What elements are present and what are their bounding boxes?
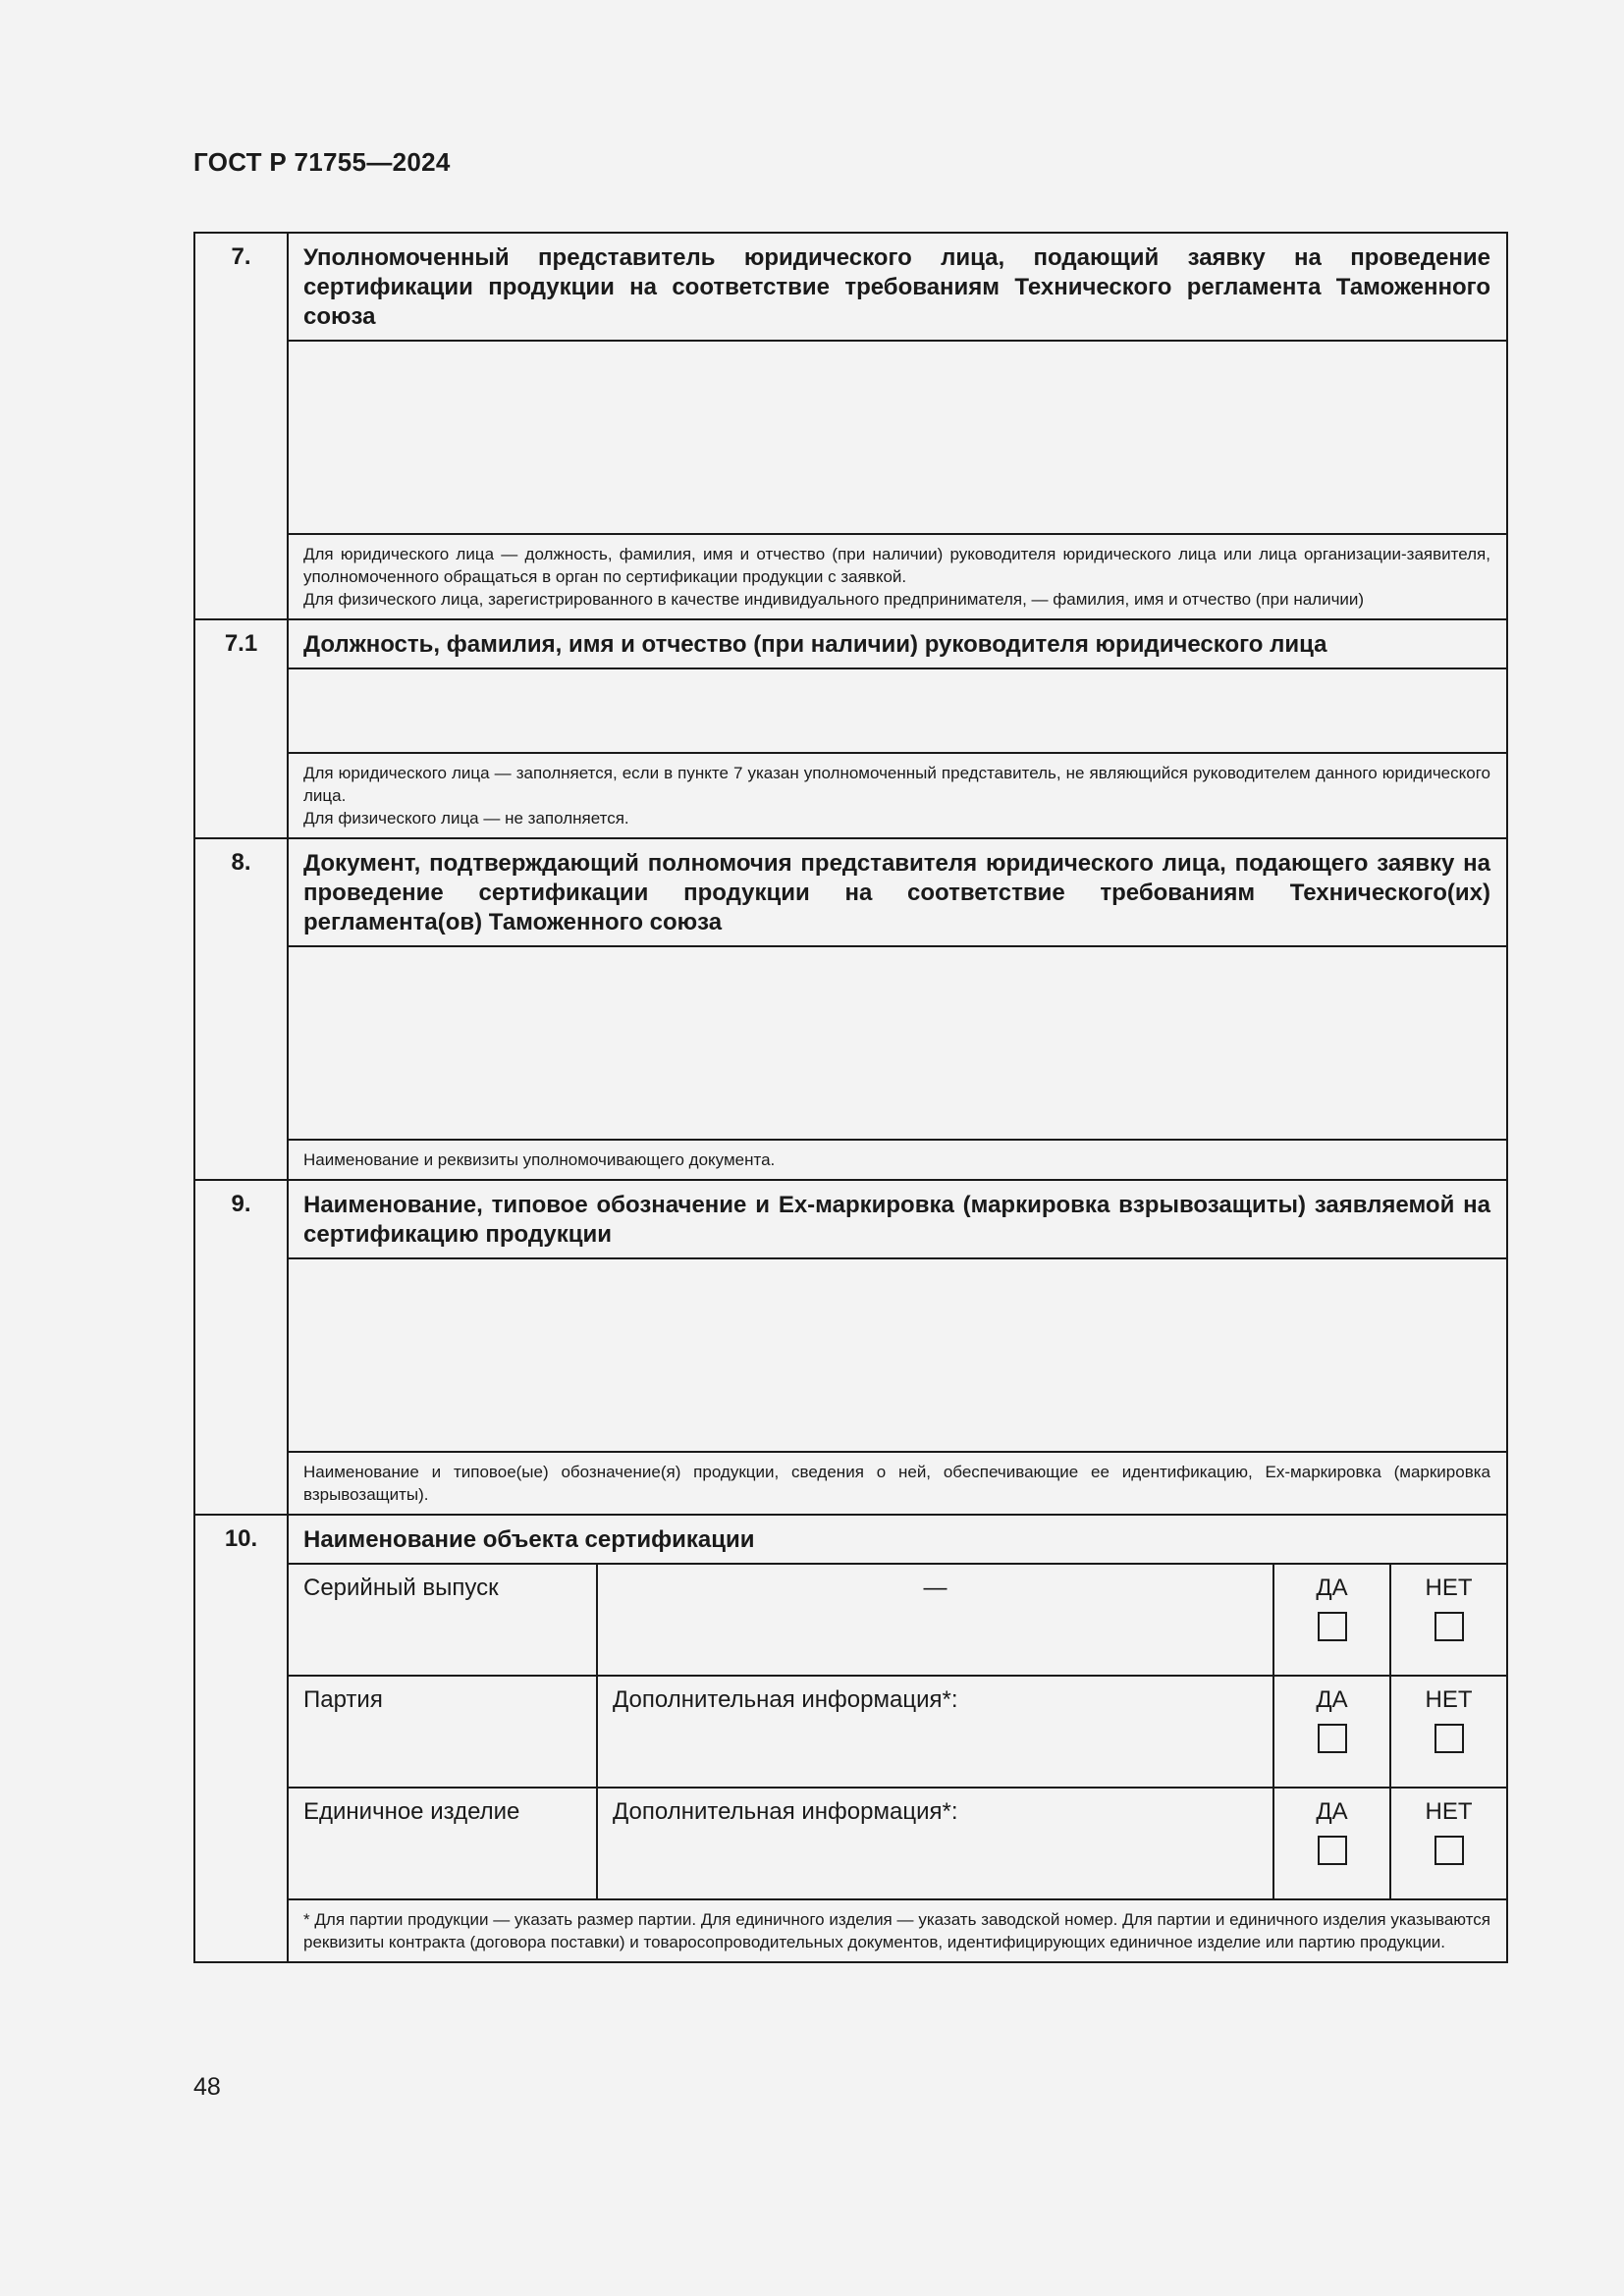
option-row-batch [289, 1676, 1506, 1788]
item-7-note-line-1: Для юридического лица — должность, фамилия, имя и отчество (при наличии) руководителя юридического лица или лица организации-заявителя, уполномоченного обращаться в орган по сертификации продукции с заявкой. [303, 545, 1490, 586]
item-7-title: Уполномоченный представитель юридического лица, подающий заявку на проведение сертификации продукции на соответствие требованиям Технического регламента Таможенного союза [288, 233, 1507, 341]
item-7-number: 7. [194, 233, 288, 619]
item-8-title: Документ, подтверждающий полномочия представителя юридического лица, подающего заявку на проведение сертификации продукции на соответствие требованиям Технического(их) регламента(ов) Таможенного союза [288, 838, 1507, 946]
item-7-1-title: Должность, фамилия, имя и отчество (при наличии) руководителя юридического лица [288, 619, 1507, 668]
yes-label: ДА [1316, 1798, 1348, 1825]
option-yes-batch [1273, 1676, 1390, 1788]
item-9-title-row [194, 1180, 1507, 1258]
item-10-number: 10. [194, 1515, 288, 1962]
item-7-note-line-2: Для физического лица, зарегистрированного в качестве индивидуального предпринимателя, — фамилия, имя и отчество (при наличии) [303, 590, 1365, 609]
certification-object-table [289, 1565, 1506, 1898]
option-no-serial [1390, 1565, 1506, 1676]
option-no-single-item [1390, 1788, 1506, 1898]
option-info-single-item[interactable]: Дополнительная информация*: [597, 1788, 1273, 1898]
option-info-serial: — [597, 1565, 1273, 1676]
no-label: НЕТ [1425, 1686, 1473, 1713]
item-10-footnote [288, 1899, 1507, 1962]
no-checkbox-single-item[interactable] [1435, 1836, 1464, 1865]
option-label-serial: Серийный выпуск [303, 1575, 499, 1601]
item-7-1-note-line-2: Для физического лица — не заполняется. [303, 809, 629, 828]
item-7-1-title-row [194, 619, 1507, 668]
yes-label: ДА [1316, 1575, 1348, 1601]
item-7-1-note [288, 753, 1507, 838]
option-row-serial [289, 1565, 1506, 1676]
item-9-note [288, 1452, 1507, 1515]
option-no-batch [1390, 1676, 1506, 1788]
yes-checkbox-batch[interactable] [1318, 1724, 1347, 1753]
item-7-1-note-line-1: Для юридического лица — заполняется, если в пункте 7 указан уполномоченный представитель, не являющийся руководителем данного юридического лица. [303, 764, 1490, 805]
item-7-note [288, 534, 1507, 619]
item-8-note [288, 1140, 1507, 1180]
item-7-1-number: 7.1 [194, 619, 288, 838]
no-checkbox-serial[interactable] [1435, 1612, 1464, 1641]
application-form-table [193, 232, 1508, 1963]
page-number: 48 [193, 2073, 221, 2101]
item-10-title: Наименование объекта сертификации [288, 1515, 1507, 1564]
item-10-footnote-text: * Для партии продукции — указать размер партии. Для единичного изделия — указать заводской номер. Для партии и единичного изделия указываются реквизиты контракта (договора поставки) и товаросопроводительных документов, идентифицирующих единичное изделие или партию продукции. [303, 1910, 1490, 1951]
item-8-number: 8. [194, 838, 288, 1180]
item-8-title-row [194, 838, 1507, 946]
yes-checkbox-single-item[interactable] [1318, 1836, 1347, 1865]
item-10-title-row [194, 1515, 1507, 1564]
no-label: НЕТ [1425, 1798, 1473, 1825]
certification-object-options [288, 1564, 1507, 1899]
item-7-input-field[interactable] [288, 341, 1507, 534]
item-8-note-line-1: Наименование и реквизиты уполномочивающего документа. [303, 1150, 776, 1169]
option-row-single-item [289, 1788, 1506, 1898]
item-9-input-field[interactable] [288, 1258, 1507, 1452]
option-yes-serial [1273, 1565, 1390, 1676]
yes-label: ДА [1316, 1686, 1348, 1713]
item-9-number: 9. [194, 1180, 288, 1515]
option-label-single-item: Единичное изделие [289, 1788, 597, 1898]
item-9-title: Наименование, типовое обозначение и Ех-маркировка (маркировка взрывозащиты) заявляемой на сертификацию продукции [288, 1180, 1507, 1258]
no-label: НЕТ [1425, 1575, 1473, 1601]
yes-checkbox-serial[interactable] [1318, 1612, 1347, 1641]
document-header: ГОСТ Р 71755—2024 [193, 147, 451, 177]
item-7-1-input-field[interactable] [288, 668, 1507, 753]
item-8-input-field[interactable] [288, 946, 1507, 1140]
item-7-title-row [194, 233, 1507, 341]
option-label-batch: Партия [289, 1676, 597, 1788]
option-yes-single-item [1273, 1788, 1390, 1898]
no-checkbox-batch[interactable] [1435, 1724, 1464, 1753]
item-9-note-line-1: Наименование и типовое(ые) обозначение(я) продукции, сведения о ней, обеспечивающие ее идентификацию, Ех-маркировка (маркировка взрывозащиты). [303, 1463, 1490, 1504]
option-info-batch[interactable]: Дополнительная информация*: [597, 1676, 1273, 1788]
